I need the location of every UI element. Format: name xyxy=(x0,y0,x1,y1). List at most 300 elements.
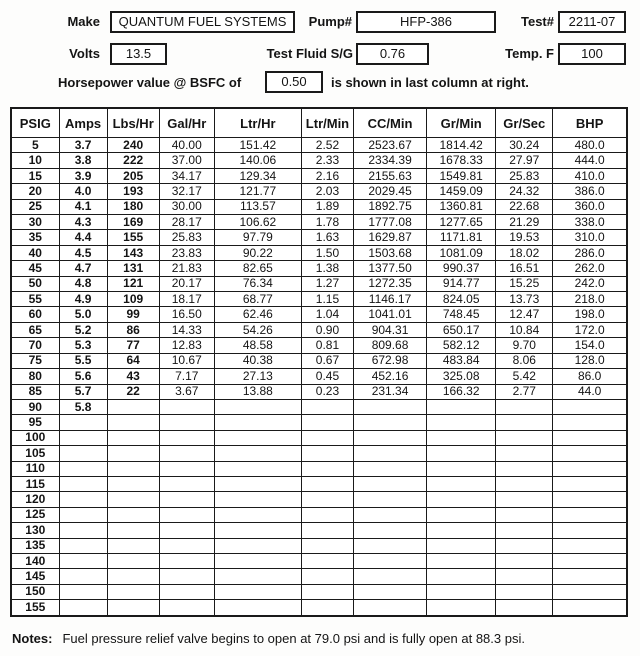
table-cell: 242.0 xyxy=(553,276,627,291)
table-cell: 70 xyxy=(11,338,59,353)
temp-f-field[interactable]: 100 xyxy=(558,43,626,65)
table-cell: 1.04 xyxy=(301,307,353,322)
table-cell xyxy=(159,399,214,414)
table-cell: 990.37 xyxy=(427,261,496,276)
table-cell: 4.3 xyxy=(59,215,107,230)
table-row xyxy=(11,199,627,214)
table-cell xyxy=(553,600,627,616)
table-cell: 77 xyxy=(107,338,159,353)
table-cell: 5.0 xyxy=(59,307,107,322)
table-row xyxy=(11,600,627,616)
table-cell: 97.79 xyxy=(214,230,301,245)
test-number-field[interactable]: 2211-07 xyxy=(558,11,626,33)
table-cell: 109 xyxy=(107,292,159,307)
table-cell: 1.15 xyxy=(301,292,353,307)
table-row xyxy=(11,584,627,599)
table-cell xyxy=(301,569,353,584)
table-cell: 150 xyxy=(11,584,59,599)
volts-field[interactable]: 13.5 xyxy=(110,43,167,65)
table-cell: 3.8 xyxy=(59,153,107,168)
table-cell: 80 xyxy=(11,369,59,384)
table-cell: 1081.09 xyxy=(427,245,496,260)
table-cell xyxy=(496,399,553,414)
table-cell: 2.03 xyxy=(301,184,353,199)
table-cell: 0.45 xyxy=(301,369,353,384)
table-cell: 172.0 xyxy=(553,322,627,337)
table-row xyxy=(11,261,627,276)
table-cell: 5.2 xyxy=(59,322,107,337)
table-cell xyxy=(301,461,353,476)
table-cell: 15.25 xyxy=(496,276,553,291)
table-cell: 65 xyxy=(11,322,59,337)
table-cell xyxy=(214,492,301,507)
table-cell: 166.32 xyxy=(427,384,496,399)
table-cell xyxy=(427,415,496,430)
table-cell xyxy=(354,507,427,522)
table-cell: 218.0 xyxy=(553,292,627,307)
table-cell: 121 xyxy=(107,276,159,291)
table-cell: 27.97 xyxy=(496,153,553,168)
table-cell: 1.89 xyxy=(301,199,353,214)
table-cell: 121.77 xyxy=(214,184,301,199)
table-cell: 32.17 xyxy=(159,184,214,199)
table-cell xyxy=(354,446,427,461)
column-header-gr-min: Gr/Min xyxy=(427,108,496,138)
notes-text: Fuel pressure relief valve begins to open at 79.0 psi and is fully open at 88.3 psi. xyxy=(62,631,525,646)
table-cell xyxy=(496,507,553,522)
table-cell xyxy=(553,415,627,430)
table-cell: 5.6 xyxy=(59,369,107,384)
flow-data-table xyxy=(10,107,628,617)
table-cell: 48.58 xyxy=(214,338,301,353)
table-cell: 222 xyxy=(107,153,159,168)
table-cell xyxy=(553,553,627,568)
table-cell: 28.17 xyxy=(159,215,214,230)
table-cell xyxy=(59,430,107,445)
table-cell xyxy=(159,523,214,538)
table-cell xyxy=(301,476,353,491)
table-cell: 14.33 xyxy=(159,322,214,337)
table-cell xyxy=(354,553,427,568)
table-cell: 2029.45 xyxy=(354,184,427,199)
table-cell xyxy=(427,584,496,599)
table-cell: 914.77 xyxy=(427,276,496,291)
table-cell: 1814.42 xyxy=(427,138,496,153)
table-cell xyxy=(159,569,214,584)
table-cell xyxy=(159,476,214,491)
table-cell: 809.68 xyxy=(354,338,427,353)
table-cell: 1.50 xyxy=(301,245,353,260)
table-cell xyxy=(214,538,301,553)
table-cell xyxy=(107,461,159,476)
table-cell: 1503.68 xyxy=(354,245,427,260)
table-cell: 15 xyxy=(11,168,59,183)
table-cell xyxy=(301,538,353,553)
column-header-lbs-hr: Lbs/Hr xyxy=(107,108,159,138)
table-cell: 131 xyxy=(107,261,159,276)
table-cell xyxy=(427,538,496,553)
table-cell xyxy=(553,430,627,445)
table-cell: 128.0 xyxy=(553,353,627,368)
table-cell: 1678.33 xyxy=(427,153,496,168)
table-cell xyxy=(427,600,496,616)
table-cell xyxy=(301,523,353,538)
table-row xyxy=(11,446,627,461)
table-row xyxy=(11,215,627,230)
table-cell: 20 xyxy=(11,184,59,199)
table-row xyxy=(11,168,627,183)
table-cell: 143 xyxy=(107,245,159,260)
table-cell: 1777.08 xyxy=(354,215,427,230)
table-cell: 8.06 xyxy=(496,353,553,368)
table-cell: 262.0 xyxy=(553,261,627,276)
table-cell xyxy=(107,538,159,553)
table-cell xyxy=(553,584,627,599)
table-row xyxy=(11,153,627,168)
table-cell xyxy=(107,523,159,538)
table-cell xyxy=(496,492,553,507)
table-cell xyxy=(59,569,107,584)
table-cell: 45 xyxy=(11,261,59,276)
bsfc-prefix-text: Horsepower value @ BSFC of xyxy=(58,75,242,90)
table-cell xyxy=(214,399,301,414)
table-row xyxy=(11,230,627,245)
column-header-cc-min: CC/Min xyxy=(354,108,427,138)
table-cell: 480.0 xyxy=(553,138,627,153)
table-cell: 1549.81 xyxy=(427,168,496,183)
table-cell: 44.0 xyxy=(553,384,627,399)
table-cell: 4.7 xyxy=(59,261,107,276)
table-cell: 20.17 xyxy=(159,276,214,291)
table-cell xyxy=(553,538,627,553)
table-cell: 82.65 xyxy=(214,261,301,276)
table-cell: 824.05 xyxy=(427,292,496,307)
table-row xyxy=(11,369,627,384)
table-cell: 76.34 xyxy=(214,276,301,291)
table-cell xyxy=(354,523,427,538)
table-cell xyxy=(354,415,427,430)
table-cell: 90 xyxy=(11,399,59,414)
table-cell: 125 xyxy=(11,507,59,522)
test-fluid-sg-label: Test Fluid S/G xyxy=(266,46,353,61)
table-cell: 325.08 xyxy=(427,369,496,384)
table-cell: 13.88 xyxy=(214,384,301,399)
table-cell xyxy=(496,476,553,491)
table-cell: 23.83 xyxy=(159,245,214,260)
table-cell: 135 xyxy=(11,538,59,553)
table-cell xyxy=(214,430,301,445)
table-cell: 338.0 xyxy=(553,215,627,230)
table-cell xyxy=(159,507,214,522)
table-cell xyxy=(59,553,107,568)
table-cell xyxy=(301,399,353,414)
table-cell xyxy=(214,553,301,568)
table-cell: 1171.81 xyxy=(427,230,496,245)
table-cell: 25.83 xyxy=(159,230,214,245)
table-cell xyxy=(301,584,353,599)
table-cell: 151.42 xyxy=(214,138,301,153)
table-cell: 110 xyxy=(11,461,59,476)
bsfc-field[interactable]: 0.50 xyxy=(265,71,323,93)
table-cell: 18.17 xyxy=(159,292,214,307)
table-cell: 37.00 xyxy=(159,153,214,168)
table-cell xyxy=(427,461,496,476)
table-cell: 2.52 xyxy=(301,138,353,153)
table-cell: 5.42 xyxy=(496,369,553,384)
table-cell: 3.9 xyxy=(59,168,107,183)
table-cell xyxy=(427,523,496,538)
table-row xyxy=(11,553,627,568)
table-cell: 40.38 xyxy=(214,353,301,368)
table-cell: 10.67 xyxy=(159,353,214,368)
table-cell: 130 xyxy=(11,523,59,538)
table-cell: 21.83 xyxy=(159,261,214,276)
table-cell: 16.50 xyxy=(159,307,214,322)
column-header-ltr-hr: Ltr/Hr xyxy=(214,108,301,138)
table-cell: 1377.50 xyxy=(354,261,427,276)
table-cell: 1.63 xyxy=(301,230,353,245)
table-cell: 360.0 xyxy=(553,199,627,214)
table-cell: 19.53 xyxy=(496,230,553,245)
table-cell: 113.57 xyxy=(214,199,301,214)
table-cell: 3.7 xyxy=(59,138,107,153)
column-header-ltr-min: Ltr/Min xyxy=(301,108,353,138)
table-cell xyxy=(107,415,159,430)
table-cell: 90.22 xyxy=(214,245,301,260)
table-cell xyxy=(354,538,427,553)
table-cell xyxy=(354,600,427,616)
table-cell xyxy=(427,399,496,414)
table-cell xyxy=(159,584,214,599)
table-cell xyxy=(553,446,627,461)
table-cell: 1892.75 xyxy=(354,199,427,214)
table-cell xyxy=(159,553,214,568)
table-row xyxy=(11,276,627,291)
table-cell xyxy=(107,569,159,584)
make-field[interactable]: QUANTUM FUEL SYSTEMS xyxy=(110,11,295,33)
table-cell: 1041.01 xyxy=(354,307,427,322)
table-cell: 0.23 xyxy=(301,384,353,399)
table-cell: 40.00 xyxy=(159,138,214,153)
table-cell xyxy=(107,507,159,522)
table-cell: 22.68 xyxy=(496,199,553,214)
table-cell: 12.47 xyxy=(496,307,553,322)
table-cell xyxy=(427,430,496,445)
table-cell: 25.83 xyxy=(496,168,553,183)
table-cell xyxy=(354,430,427,445)
table-cell: 30.00 xyxy=(159,199,214,214)
table-row xyxy=(11,569,627,584)
table-cell xyxy=(553,476,627,491)
table-cell: 0.81 xyxy=(301,338,353,353)
column-header-psig: PSIG xyxy=(11,108,59,138)
table-cell: 748.45 xyxy=(427,307,496,322)
table-cell: 5 xyxy=(11,138,59,153)
table-cell: 1.78 xyxy=(301,215,353,230)
table-cell: 2.16 xyxy=(301,168,353,183)
table-cell: 193 xyxy=(107,184,159,199)
table-cell xyxy=(214,415,301,430)
table-cell: 43 xyxy=(107,369,159,384)
table-cell: 1.27 xyxy=(301,276,353,291)
table-cell xyxy=(553,569,627,584)
table-cell: 2334.39 xyxy=(354,153,427,168)
table-cell xyxy=(301,415,353,430)
table-row xyxy=(11,245,627,260)
table-cell: 12.83 xyxy=(159,338,214,353)
table-cell: 0.90 xyxy=(301,322,353,337)
table-cell: 310.0 xyxy=(553,230,627,245)
table-row xyxy=(11,292,627,307)
table-cell: 582.12 xyxy=(427,338,496,353)
column-header-bhp: BHP xyxy=(553,108,627,138)
table-cell: 24.32 xyxy=(496,184,553,199)
table-cell: 25 xyxy=(11,199,59,214)
table-cell: 386.0 xyxy=(553,184,627,199)
table-cell: 115 xyxy=(11,476,59,491)
table-cell: 483.84 xyxy=(427,353,496,368)
table-cell: 16.51 xyxy=(496,261,553,276)
table-cell xyxy=(159,492,214,507)
table-cell: 22 xyxy=(107,384,159,399)
table-cell xyxy=(107,492,159,507)
table-row xyxy=(11,523,627,538)
table-cell: 95 xyxy=(11,415,59,430)
table-cell: 27.13 xyxy=(214,369,301,384)
table-row xyxy=(11,538,627,553)
table-cell xyxy=(301,430,353,445)
table-cell xyxy=(427,507,496,522)
table-cell xyxy=(354,492,427,507)
table-row xyxy=(11,415,627,430)
table-cell: 1360.81 xyxy=(427,199,496,214)
table-cell xyxy=(553,461,627,476)
table-cell: 75 xyxy=(11,353,59,368)
table-cell xyxy=(354,399,427,414)
table-cell: 62.46 xyxy=(214,307,301,322)
table-cell xyxy=(553,492,627,507)
table-cell: 145 xyxy=(11,569,59,584)
table-cell xyxy=(59,492,107,507)
table-cell xyxy=(427,476,496,491)
table-cell xyxy=(496,584,553,599)
table-row xyxy=(11,338,627,353)
table-cell: 155 xyxy=(107,230,159,245)
table-cell xyxy=(107,553,159,568)
table-cell xyxy=(59,600,107,616)
notes-line xyxy=(12,631,628,647)
test-fluid-sg-field[interactable]: 0.76 xyxy=(356,43,429,65)
table-cell xyxy=(496,553,553,568)
table-cell xyxy=(496,523,553,538)
table-cell xyxy=(301,600,353,616)
table-cell: 54.26 xyxy=(214,322,301,337)
table-cell xyxy=(214,507,301,522)
table-cell: 2155.63 xyxy=(354,168,427,183)
notes-label: Notes: xyxy=(12,631,53,646)
table-cell: 105 xyxy=(11,446,59,461)
table-cell: 452.16 xyxy=(354,369,427,384)
table-cell xyxy=(214,446,301,461)
table-cell xyxy=(427,553,496,568)
column-header-gal-hr: Gal/Hr xyxy=(159,108,214,138)
table-cell: 100 xyxy=(11,430,59,445)
table-cell: 5.5 xyxy=(59,353,107,368)
table-cell: 5.8 xyxy=(59,399,107,414)
table-cell: 68.77 xyxy=(214,292,301,307)
table-cell: 34.17 xyxy=(159,168,214,183)
table-cell xyxy=(59,415,107,430)
table-cell: 5.7 xyxy=(59,384,107,399)
table-cell xyxy=(59,584,107,599)
table-cell: 1.38 xyxy=(301,261,353,276)
table-cell xyxy=(214,584,301,599)
table-cell xyxy=(107,446,159,461)
table-cell xyxy=(59,538,107,553)
table-cell: 904.31 xyxy=(354,322,427,337)
table-cell: 3.67 xyxy=(159,384,214,399)
table-cell xyxy=(107,476,159,491)
table-row xyxy=(11,476,627,491)
table-cell xyxy=(354,584,427,599)
table-cell: 50 xyxy=(11,276,59,291)
table-cell xyxy=(496,461,553,476)
table-cell: 106.62 xyxy=(214,215,301,230)
table-cell xyxy=(496,600,553,616)
table-row xyxy=(11,507,627,522)
table-header-row xyxy=(11,108,627,138)
table-cell xyxy=(354,461,427,476)
table-cell xyxy=(553,399,627,414)
table-row xyxy=(11,399,627,414)
table-cell: 4.0 xyxy=(59,184,107,199)
pump-number-field[interactable]: HFP-386 xyxy=(356,11,496,33)
table-cell xyxy=(214,461,301,476)
table-cell: 1459.09 xyxy=(427,184,496,199)
table-cell xyxy=(159,600,214,616)
table-cell: 7.17 xyxy=(159,369,214,384)
test-number-label: Test# xyxy=(521,14,554,29)
table-cell xyxy=(107,584,159,599)
table-cell xyxy=(159,415,214,430)
table-cell: 2.77 xyxy=(496,384,553,399)
table-cell: 40 xyxy=(11,245,59,260)
table-cell: 240 xyxy=(107,138,159,153)
table-cell: 10.84 xyxy=(496,322,553,337)
table-cell xyxy=(159,430,214,445)
table-cell: 410.0 xyxy=(553,168,627,183)
table-cell xyxy=(301,446,353,461)
table-row xyxy=(11,307,627,322)
table-cell xyxy=(214,569,301,584)
table-cell xyxy=(427,569,496,584)
table-cell: 286.0 xyxy=(553,245,627,260)
pump-number-label: Pump# xyxy=(308,14,352,29)
table-cell xyxy=(496,415,553,430)
table-cell xyxy=(214,476,301,491)
table-cell xyxy=(107,430,159,445)
table-cell: 650.17 xyxy=(427,322,496,337)
table-cell xyxy=(301,507,353,522)
temp-f-label: Temp. F xyxy=(505,46,554,61)
table-cell: 2.33 xyxy=(301,153,353,168)
table-cell: 9.70 xyxy=(496,338,553,353)
table-cell: 140 xyxy=(11,553,59,568)
table-cell: 86 xyxy=(107,322,159,337)
table-cell: 85 xyxy=(11,384,59,399)
table-cell: 4.4 xyxy=(59,230,107,245)
table-cell: 10 xyxy=(11,153,59,168)
